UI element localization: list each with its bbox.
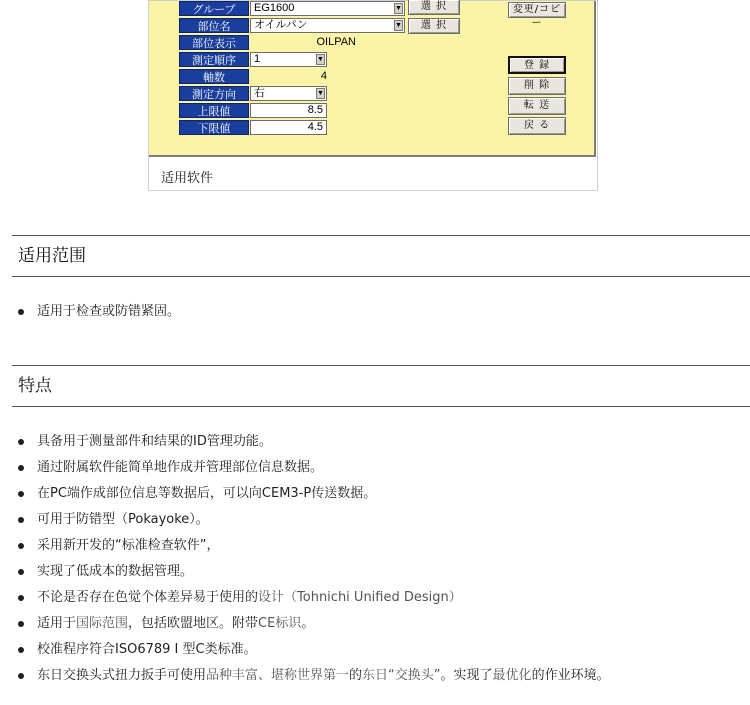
group-select[interactable] [250,1,405,16]
back-button[interactable]: 戻 る [508,117,566,135]
list-item [18,455,610,481]
design-link[interactable]: 设计（Tohnichi Unified Design） [258,590,462,605]
part-name-label: 部位名 [179,18,249,33]
list-item [18,299,180,325]
select-part-button[interactable]: 選 択 [408,18,460,34]
list-item-text: 可用于防错型（Pokayoke）。 [37,512,209,527]
list-item-text: 。 [301,616,315,631]
scope-section-header [12,235,750,277]
list-item-text: 采用新开发的“标准检查软件”， [37,538,220,553]
list-item-text: 实现了低成本的数据管理。 [37,564,194,579]
ce-mark-link[interactable]: CE标识 [258,616,302,631]
chevron-down-icon[interactable]: ▼ [395,5,402,12]
bullet-icon [18,569,24,575]
part-display-value: OILPAN [316,36,356,48]
list-item-text: 校准程序符合ISO6789 I 型C类标准。 [37,642,257,657]
list-item-text: 东日交换头式扭力扳手可使用 [37,668,207,683]
list-item [18,559,610,585]
modify-copy-button[interactable]: 変更/コピー [508,2,566,18]
lower-input[interactable]: 4.5 [250,120,327,135]
list-item [18,429,610,455]
list-item-text: 通过附属软件能简单地作成并管理部位信息数据。 [37,460,324,475]
order-value: 1 [254,53,261,65]
software-figure [148,0,598,191]
bullet-icon [18,309,24,315]
direction-select[interactable] [250,86,327,101]
axis-label: 軸数 [179,69,249,84]
app-screenshot [149,1,596,157]
list-item [18,507,610,533]
exchange-head-link[interactable]: 东日“交换头” [362,668,441,683]
list-item-text: 。实现了 [440,668,493,683]
list-item-text: 具备用于测量部件和结果的ID管理功能。 [37,434,272,449]
group-label: グループ [179,1,249,16]
order-select[interactable] [250,52,327,67]
scope-list [18,299,180,325]
lower-label: 下限値 [179,120,249,135]
bullet-icon [18,465,24,471]
features-section-header [12,365,750,407]
bullet-icon [18,647,24,653]
chevron-down-icon[interactable]: ▼ [317,90,324,97]
figure-caption: 适用软件 [161,171,214,186]
transfer-button[interactable]: 転 送 [508,97,566,115]
bullet-icon [18,673,24,679]
bullet-icon [18,543,24,549]
optimization-link[interactable]: 最优化 [492,668,532,683]
variety-link[interactable]: 品种丰富、堪称世界第一 [206,668,350,683]
bullet-icon [18,595,24,601]
list-item [18,533,610,559]
list-item [18,481,610,507]
part-display-label: 部位表示 [179,35,249,50]
chevron-down-icon[interactable]: ▼ [317,56,324,63]
list-item [18,637,610,663]
direction-label: 測定方向 [179,86,249,101]
select-group-button[interactable]: 選 択 [408,0,460,15]
chevron-down-icon[interactable]: ▼ [395,22,402,29]
list-item [18,611,610,637]
upper-input[interactable]: 8.5 [250,103,327,118]
upper-label: 上限値 [179,103,249,118]
part-name-select[interactable] [250,18,405,33]
delete-button[interactable]: 削 除 [508,77,566,95]
features-list [18,429,610,689]
group-value: EG1600 [254,2,295,14]
bullet-icon [18,517,24,523]
order-label: 測定順序 [179,52,249,67]
list-item-text: 不论是否存在色觉个体差异易于使用的 [37,590,259,605]
list-item-text: ，包括欧盟地区。附带 [128,616,259,631]
axis-value: 4 [320,70,327,82]
list-item [18,585,610,611]
part-name-value: オイルパン [254,19,308,31]
list-item-text: 适用于 [37,616,77,631]
direction-value: 右 [254,87,265,99]
bullet-icon [18,491,24,497]
list-item-text: 的 [349,668,363,683]
list-item-text: 在PC端作成部位信息等数据后，可以向CEM3-P传送数据。 [37,486,377,501]
bullet-icon [18,621,24,627]
register-button[interactable]: 登 録 [508,56,566,74]
list-item [18,663,610,689]
bullet-icon [18,439,24,445]
list-item-text: 的作业环境。 [531,668,610,683]
international-link[interactable]: 国际范围 [76,616,129,631]
features-section-title: 特点 [18,376,52,396]
list-item-text: 适用于检查或防错紧固。 [37,304,181,319]
scope-section-title: 适用范围 [18,246,86,266]
